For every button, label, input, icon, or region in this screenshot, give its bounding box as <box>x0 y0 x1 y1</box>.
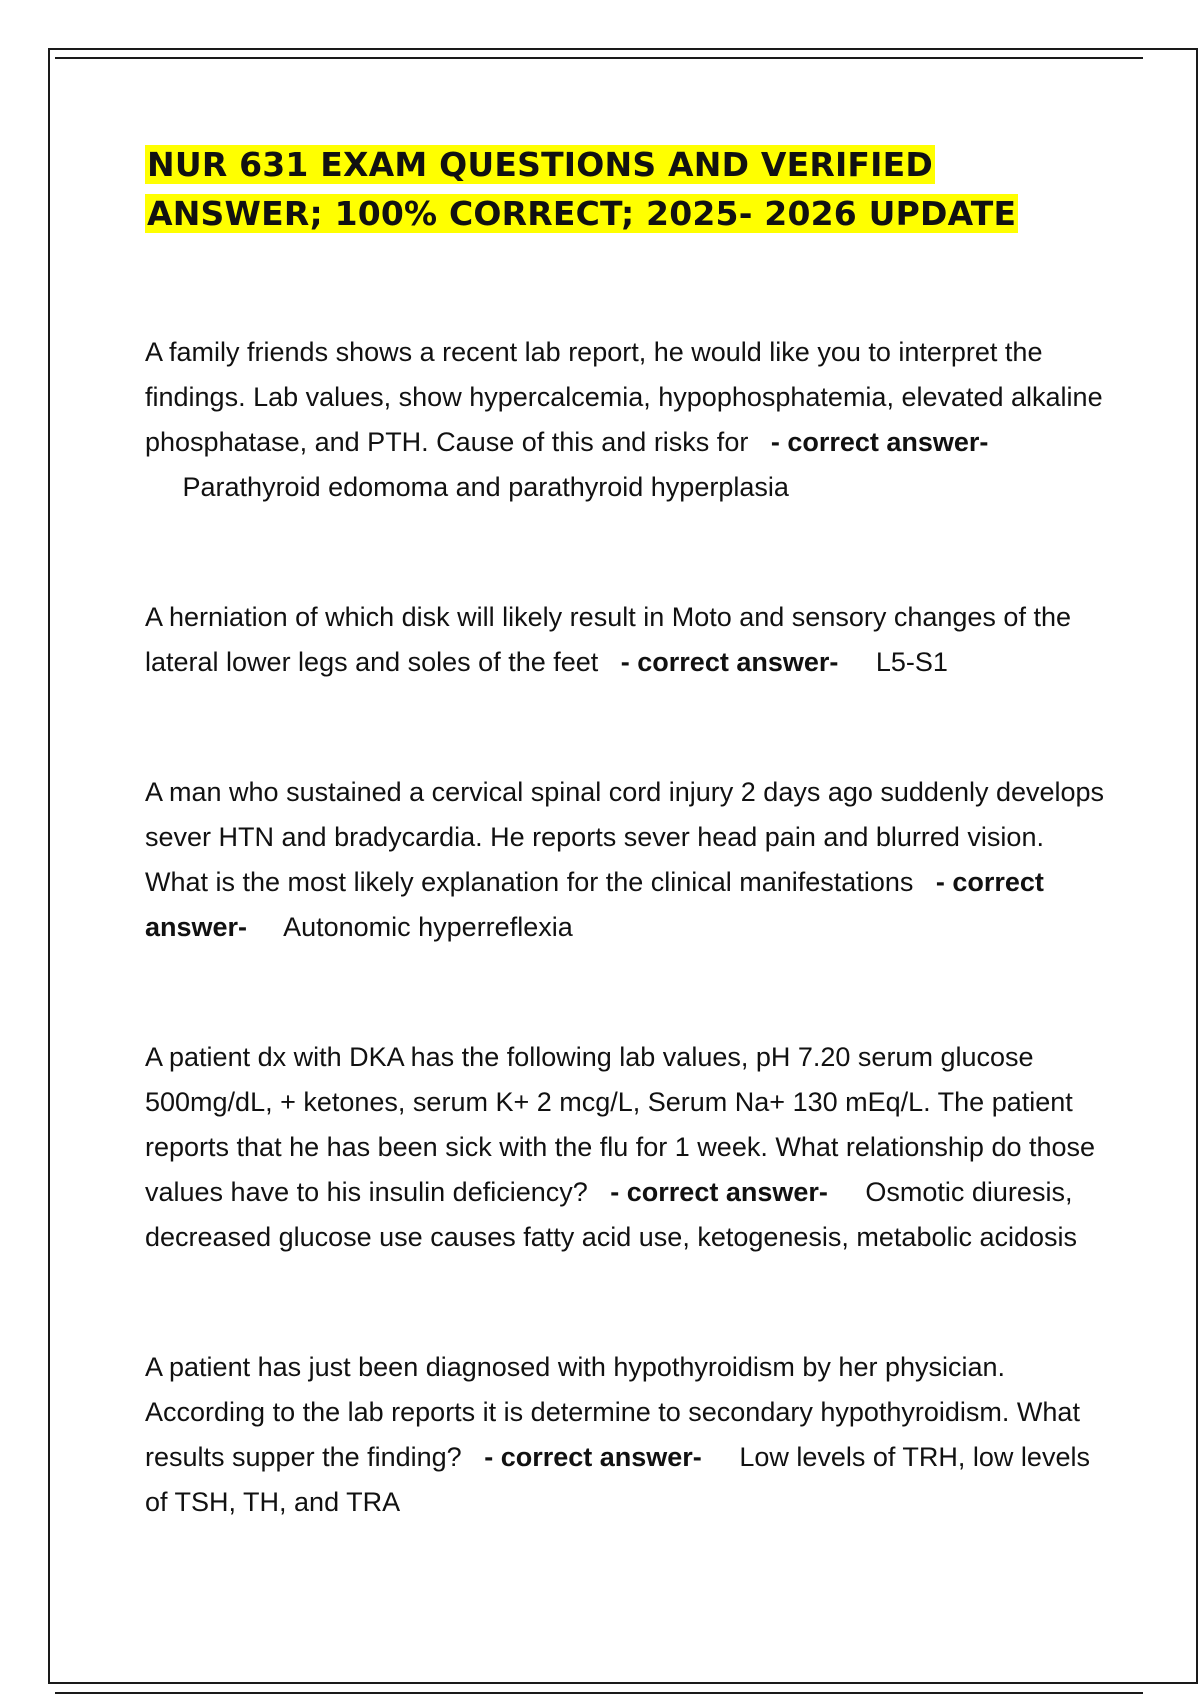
question-text: A patient has just been diagnosed with hypothyroidism by her physician. According to the lab reports it is determine to secondary hypothyroidism. What results supper the finding? <box>145 1352 1080 1472</box>
answer-text: Autonomic hyperreflexia <box>283 912 573 942</box>
answer-label: - correct answer- <box>145 867 1044 942</box>
answer-text: Parathyroid edomoma and parathyroid hyperplasia <box>182 472 789 502</box>
answer-text: Osmotic diuresis, decreased glucose use causes fatty acid use, ketogenesis, metabolic acidosis <box>145 1177 1078 1252</box>
answer-text: Low levels of TRH, low levels of TSH, TH, and TRA <box>145 1442 1090 1517</box>
bottom-rule <box>55 1692 1143 1694</box>
question-text: A herniation of which disk will likely result in Moto and sensory changes of the lateral lower legs and soles of the feet <box>145 602 1071 677</box>
qa-item <box>145 595 1105 685</box>
qa-item <box>145 770 1105 950</box>
qa-item <box>145 1035 1105 1260</box>
answer-text: L5-S1 <box>875 647 948 677</box>
qa-item <box>145 330 1105 510</box>
question-text: A man who sustained a cervical spinal cord injury 2 days ago suddenly develops sever HTN and bradycardia. He reports sever head pain and blurred vision. What is the most likely explanation for the clinical manifestations <box>145 777 1105 897</box>
answer-label: - correct answer- <box>484 1442 702 1472</box>
answer-label: - correct answer- <box>620 647 839 677</box>
question-text: A patient dx with DKA has the following lab values, pH 7.20 serum glucose 500mg/dL, + ketones, serum K+ 2 mcg/L, Serum Na+ 130 mEq/L. The patient reports that he has been sick with the flu for 1 week. What relationship do those values have to his insulin deficiency? <box>145 1042 1096 1207</box>
qa-item <box>145 1345 1105 1525</box>
top-rule <box>55 57 1143 59</box>
document-title <box>145 140 1105 238</box>
answer-label: - correct answer- <box>610 1177 828 1207</box>
document-title-text: NUR 631 EXAM QUESTIONS AND VERIFIED ANSWER; 100% CORRECT; 2025- 2026 UPDATE <box>147 145 1017 233</box>
document-body <box>145 140 1105 1525</box>
question-text: A family friends shows a recent lab report, he would like you to interpret the findings. Lab values, show hypercalcemia, hypophosphatemia, elevated alkaline phosphatase, and PTH. Cause of this and risks for <box>145 337 1103 457</box>
answer-label: - correct answer- <box>770 427 989 457</box>
